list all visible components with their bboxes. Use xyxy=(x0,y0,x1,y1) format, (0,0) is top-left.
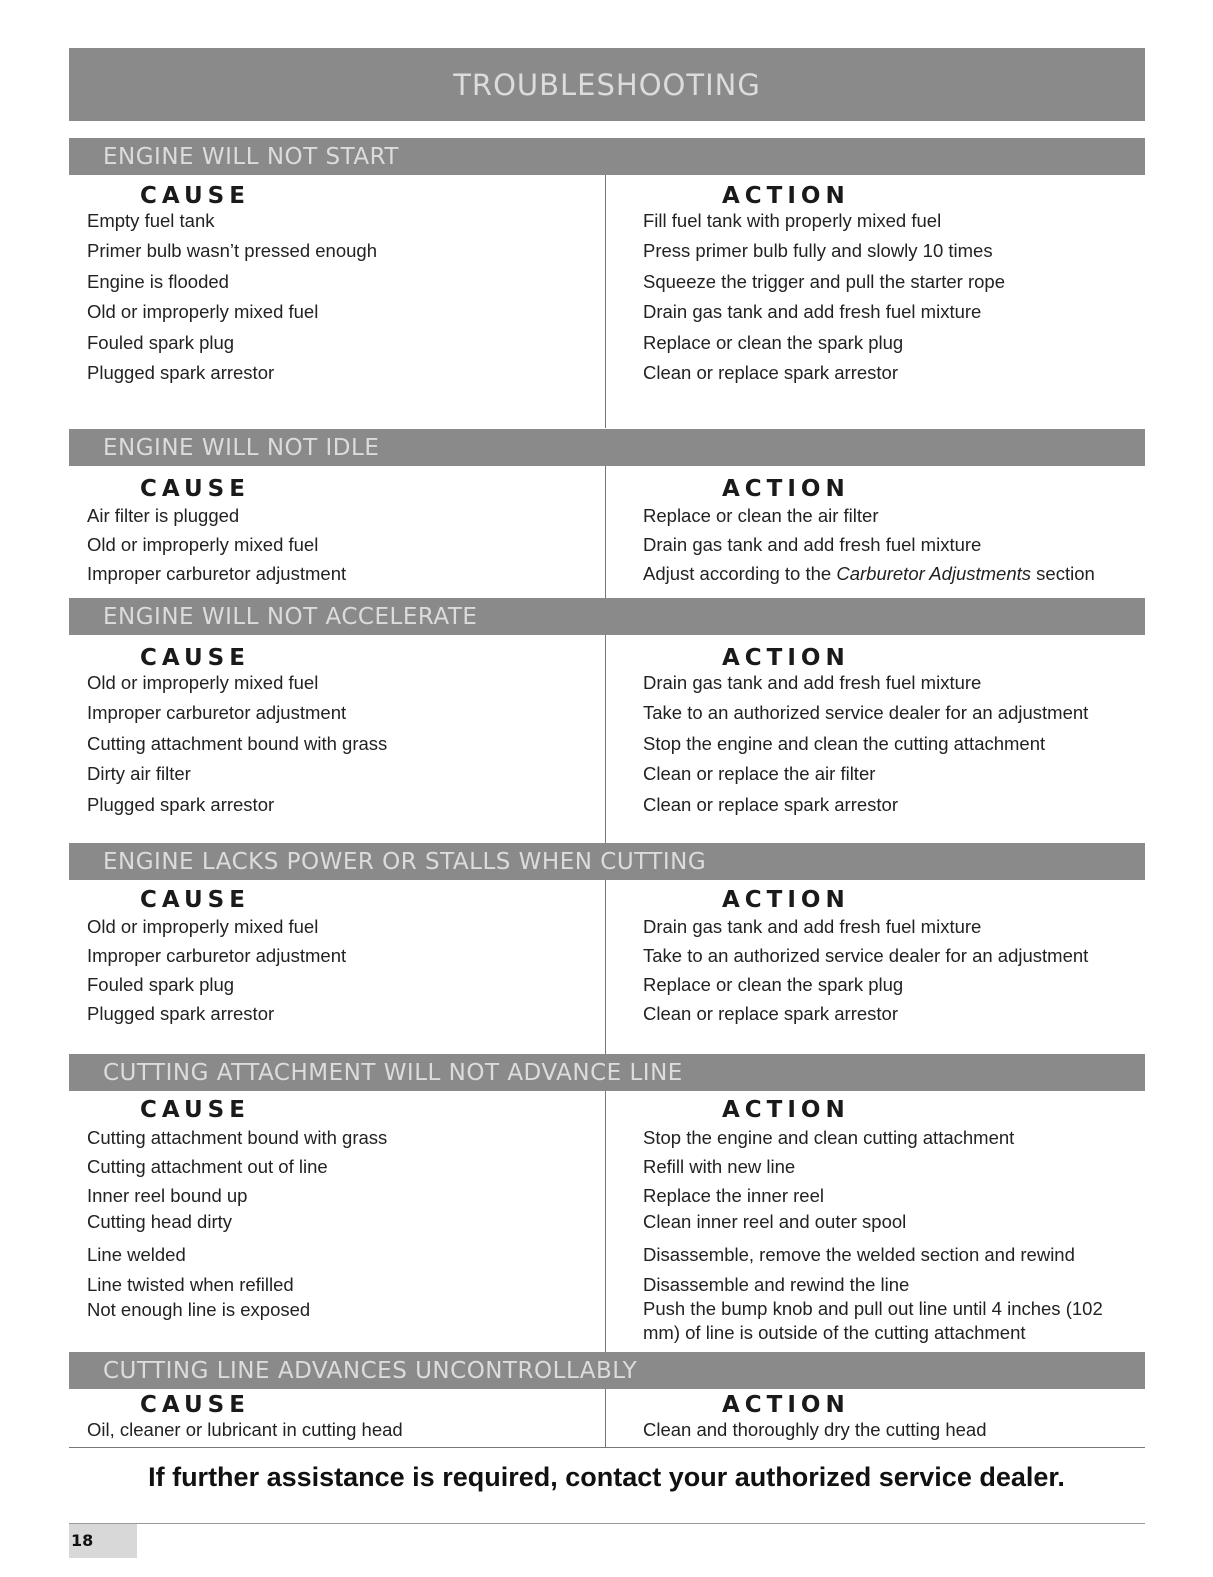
action-text: section xyxy=(1031,563,1095,584)
cause-column-header: CAUSE xyxy=(140,645,250,671)
action-item: Take to an authorized service dealer for an adjustment xyxy=(643,945,1089,966)
action-item: Drain gas tank and add fresh fuel mixture xyxy=(643,916,982,937)
action-item: Replace or clean the spark plug xyxy=(643,332,904,353)
action-text: Adjust according to the xyxy=(643,563,837,584)
section-heading-band xyxy=(69,1352,1145,1389)
cause-item: Not enough line is exposed xyxy=(87,1299,311,1320)
action-column-header: ACTION xyxy=(722,476,850,502)
action-item: Fill fuel tank with properly mixed fuel xyxy=(643,210,942,231)
action-item: Replace or clean the spark plug xyxy=(643,974,904,995)
section-heading-band xyxy=(69,138,1145,175)
column-divider xyxy=(605,1091,606,1352)
action-item: Squeeze the trigger and pull the starter rope xyxy=(643,271,1006,292)
action-item: Replace or clean the air filter xyxy=(643,505,879,526)
action-item: Take to an authorized service dealer for an adjustment xyxy=(643,702,1089,723)
action-item: Clean and thoroughly dry the cutting head xyxy=(643,1419,987,1440)
cause-item: Improper carburetor adjustment xyxy=(87,563,347,584)
cause-item: Cutting attachment out of line xyxy=(87,1156,328,1177)
action-item: Stop the engine and clean the cutting attachment xyxy=(643,733,1046,754)
cause-item: Oil, cleaner or lubricant in cutting head xyxy=(87,1419,403,1440)
page-number: 18 xyxy=(71,1531,94,1550)
action-item: Push the bump knob and pull out line until 4 inches (102 mm) of line is outside of the cutting attachment xyxy=(643,1298,1103,1343)
section-heading-band xyxy=(69,598,1145,635)
action-column-header: ACTION xyxy=(722,1392,850,1418)
table-bottom-rule xyxy=(69,1447,1145,1448)
section-heading: ENGINE LACKS POWER OR STALLS WHEN CUTTING xyxy=(103,849,707,875)
cause-item: Plugged spark arrestor xyxy=(87,362,275,383)
cause-item: Old or improperly mixed fuel xyxy=(87,916,319,937)
title-band xyxy=(69,48,1145,121)
action-item: Clean or replace spark arrestor xyxy=(643,794,898,815)
cause-column-header: CAUSE xyxy=(140,183,250,209)
action-item: Refill with new line xyxy=(643,1156,796,1177)
action-item: Drain gas tank and add fresh fuel mixture xyxy=(643,672,982,693)
cause-item: Improper carburetor adjustment xyxy=(87,702,347,723)
section-heading: ENGINE WILL NOT IDLE xyxy=(103,435,380,461)
section-heading-band xyxy=(69,1054,1145,1091)
cause-item: Cutting attachment bound with grass xyxy=(87,733,388,754)
action-column-header: ACTION xyxy=(722,645,850,671)
cause-item: Cutting attachment bound with grass xyxy=(87,1127,388,1148)
cause-item: Old or improperly mixed fuel xyxy=(87,534,319,555)
cause-item: Cutting head dirty xyxy=(87,1211,233,1232)
action-item: Drain gas tank and add fresh fuel mixture xyxy=(643,534,982,555)
cause-item: Engine is flooded xyxy=(87,271,229,292)
column-divider xyxy=(605,466,606,598)
column-divider xyxy=(605,1389,606,1447)
assistance-note: If further assistance is required, contact your authorized service dealer. xyxy=(148,1462,1065,1492)
cause-item: Improper carburetor adjustment xyxy=(87,945,347,966)
action-item: Replace the inner reel xyxy=(643,1185,824,1206)
page-title: TROUBLESHOOTING xyxy=(453,68,761,102)
cause-item: Old or improperly mixed fuel xyxy=(87,301,319,322)
footer-rule xyxy=(69,1523,1145,1524)
cause-item: Plugged spark arrestor xyxy=(87,1003,275,1024)
section-heading: CUTTING LINE ADVANCES UNCONTROLLABLY xyxy=(103,1358,638,1384)
cause-item: Line twisted when refilled xyxy=(87,1274,294,1295)
page-number-box xyxy=(69,1524,137,1558)
action-item: Disassemble, remove the welded section and rewind xyxy=(643,1244,1075,1265)
cause-item: Empty fuel tank xyxy=(87,210,215,231)
section-heading-band xyxy=(69,429,1145,466)
cause-column-header: CAUSE xyxy=(140,887,250,913)
action-item: Stop the engine and clean cutting attachment xyxy=(643,1127,1015,1148)
cause-item: Inner reel bound up xyxy=(87,1185,248,1206)
cause-item: Dirty air filter xyxy=(87,763,191,784)
action-item: Disassemble and rewind the line xyxy=(643,1274,910,1295)
action-item xyxy=(643,563,1095,585)
cause-item: Fouled spark plug xyxy=(87,974,235,995)
cause-item: Air filter is plugged xyxy=(87,505,240,526)
column-divider xyxy=(605,635,606,843)
action-item: Clean or replace the air filter xyxy=(643,763,876,784)
section-heading: ENGINE WILL NOT ACCELERATE xyxy=(103,604,478,630)
action-item: Clean or replace spark arrestor xyxy=(643,1003,898,1024)
action-item: Drain gas tank and add fresh fuel mixture xyxy=(643,301,982,322)
column-divider xyxy=(605,880,606,1054)
action-column-header: ACTION xyxy=(722,1097,850,1123)
cause-item: Line welded xyxy=(87,1244,186,1265)
cause-item: Plugged spark arrestor xyxy=(87,794,275,815)
section-heading-band xyxy=(69,843,1145,880)
cause-column-header: CAUSE xyxy=(140,1392,250,1418)
cause-item: Primer bulb wasn’t pressed enough xyxy=(87,240,377,261)
action-item: Clean inner reel and outer spool xyxy=(643,1211,907,1232)
cause-item: Old or improperly mixed fuel xyxy=(87,672,319,693)
action-item: Clean or replace spark arrestor xyxy=(643,362,898,383)
action-column-header: ACTION xyxy=(722,183,850,209)
cause-column-header: CAUSE xyxy=(140,1097,250,1123)
manual-section-reference: Carburetor Adjustments xyxy=(836,563,1032,584)
cause-column-header: CAUSE xyxy=(140,476,250,502)
section-heading: ENGINE WILL NOT START xyxy=(103,144,399,170)
column-divider xyxy=(605,175,606,428)
action-column-header: ACTION xyxy=(722,887,850,913)
cause-item: Fouled spark plug xyxy=(87,332,235,353)
action-item: Press primer bulb fully and slowly 10 times xyxy=(643,240,993,261)
section-heading: CUTTING ATTACHMENT WILL NOT ADVANCE LINE xyxy=(103,1060,683,1086)
